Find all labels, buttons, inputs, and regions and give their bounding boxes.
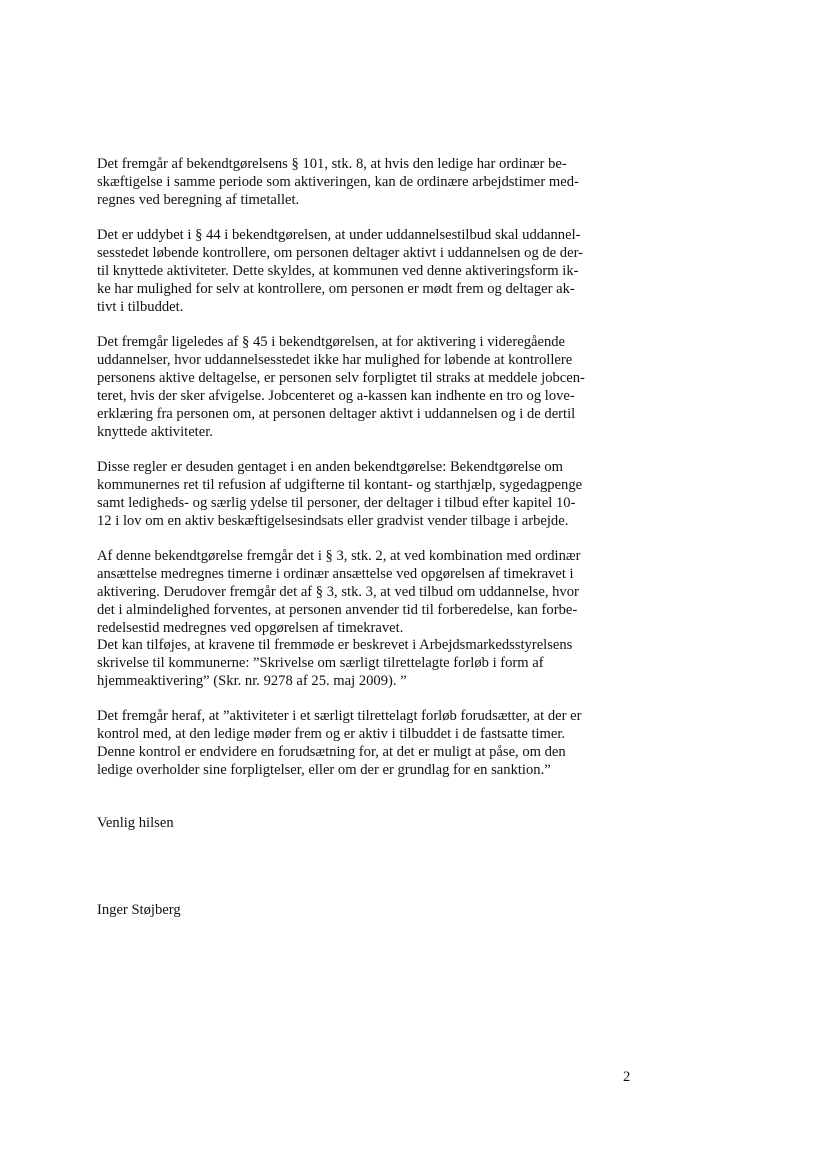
text-line: personens aktive deltagelse, er personen selv forpligtet til straks at meddele jobcen-	[97, 370, 585, 386]
text-line: uddannelser, hvor uddannelsesstedet ikke har mulighed for løbende at kontrollere	[97, 352, 573, 368]
paragraph-6	[97, 636, 617, 690]
page-number: 2	[623, 1069, 631, 1085]
text-line: regnes ved beregning af timetallet.	[97, 192, 300, 208]
text-line: kommunernes ret til refusion af udgifterne til kontant- og starthjælp, sygedagpenge	[97, 477, 583, 493]
closing: Venlig hilsen	[97, 815, 174, 831]
text-line: Af denne bekendtgørelse fremgår det i § 3, stk. 2, at ved kombination med ordinær	[97, 548, 581, 564]
text-line: hjemmeaktivering” (Skr. nr. 9278 af 25. maj 2009). ”	[97, 673, 407, 689]
text-line: Det er uddybet i § 44 i bekendtgørelsen, at under uddannelsestilbud skal uddannel-	[97, 227, 581, 243]
text-line: teret, hvis der sker afvigelse. Jobcenteret og a-kassen kan indhente en tro og love-	[97, 388, 575, 404]
text-line: Det kan tilføjes, at kravene til fremmøde er beskrevet i Arbejdsmarkedsstyrelsens	[97, 637, 573, 653]
text-line: redelsestid medregnes ved opgørelsen af timekravet.	[97, 620, 404, 636]
text-line: Det fremgår heraf, at ”aktiviteter i et særligt tilrettelagt forløb forudsætter, at der er	[97, 708, 582, 724]
paragraph-3	[97, 333, 617, 441]
text-line: tivt i tilbuddet.	[97, 299, 184, 315]
text-line: 12 i lov om en aktiv beskæftigelsesindsats eller gradvist vender tilbage i arbejde.	[97, 513, 569, 529]
text-line: til knyttede aktiviteter. Dette skyldes, at kommunen ved denne aktiveringsform ik-	[97, 263, 579, 279]
text-line: ledige overholder sine forpligtelser, eller om der er grundlag for en sanktion.”	[97, 762, 551, 778]
paragraph-1	[97, 155, 617, 209]
text-line: ansættelse medregnes timerne i ordinær ansættelse ved opgørelsen af timekravet i	[97, 566, 574, 582]
text-line: Disse regler er desuden gentaget i en anden bekendtgørelse: Bekendtgørelse om	[97, 459, 564, 475]
text-line: skrivelse til kommunerne: ”Skrivelse om særligt tilrettelagte forløb i form af	[97, 655, 544, 671]
text-line: Det fremgår ligeledes af § 45 i bekendtgørelsen, at for aktivering i videregående	[97, 334, 566, 350]
paragraph-7	[97, 707, 617, 779]
text-line: aktivering. Derudover fremgår det af § 3, stk. 3, at ved tilbud om uddannelse, hvor	[97, 584, 579, 600]
text-line: ke har mulighed for selv at kontrollere, om personen er mødt frem og deltager ak-	[97, 281, 575, 297]
text-line: Denne kontrol er endvidere en forudsætning for, at det er muligt at påse, om den	[97, 744, 566, 760]
text-line: det i almindelighed forventes, at personen anvender tid til forberedelse, kan forbe-	[97, 602, 578, 618]
text-line: kontrol med, at den ledige møder frem og er aktiv i tilbuddet i de fastsatte timer.	[97, 726, 566, 742]
paragraph-4	[97, 458, 617, 530]
text-line: erklæring fra personen om, at personen deltager aktivt i uddannelsen og i de dertil	[97, 406, 576, 422]
text-line: samt ledigheds- og særlig ydelse til personer, der deltager i tilbud efter kapitel 10-	[97, 495, 576, 511]
text-line: Det fremgår af bekendtgørelsens § 101, stk. 8, at hvis den ledige har ordinær be-	[97, 156, 567, 172]
paragraph-5	[97, 547, 617, 637]
signature-name: Inger Støjberg	[97, 902, 181, 918]
text-line: knyttede aktiviteter.	[97, 424, 213, 440]
text-line: sesstedet løbende kontrollere, om personen deltager aktivt i uddannelsen og de der-	[97, 245, 584, 261]
paragraph-2	[97, 226, 617, 316]
text-line: skæftigelse i samme periode som aktiveringen, kan de ordinære arbejdstimer med-	[97, 174, 579, 190]
